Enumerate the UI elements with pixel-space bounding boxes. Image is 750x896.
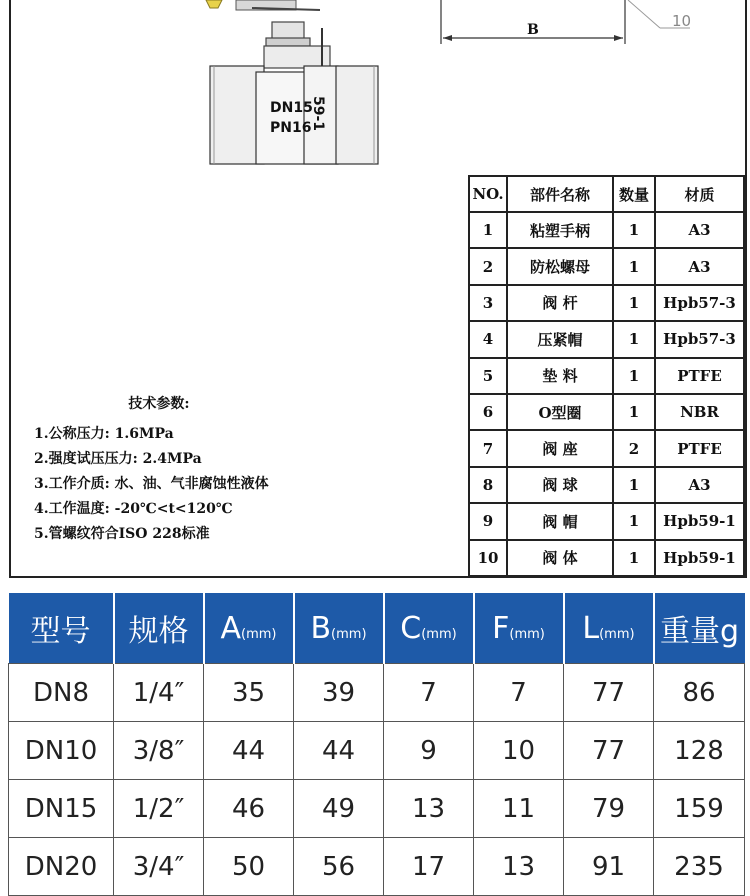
specs-cell-model: DN10 <box>9 722 114 780</box>
specs-header-c: C(mm) <box>384 593 474 664</box>
specs-row <box>9 722 745 780</box>
specs-header-a: A(mm) <box>204 593 294 664</box>
dimension-b-label: B <box>527 22 539 38</box>
specs-cell-weight: 128 <box>654 722 745 780</box>
specs-row <box>9 838 745 896</box>
parts-header-name: 部件名称 <box>507 176 613 212</box>
specs-header-f: F(mm) <box>474 593 564 664</box>
parts-row <box>469 394 744 430</box>
specs-cell-model: DN15 <box>9 780 114 838</box>
tech-param-line: 4.工作温度: -20℃<t<120℃ <box>34 501 233 517</box>
specs-cell-f: 11 <box>474 780 564 838</box>
specs-cell-b: 39 <box>294 664 384 722</box>
parts-row <box>469 321 744 357</box>
tech-params <box>34 392 269 547</box>
specs-cell-a: 50 <box>204 838 294 896</box>
valve-drawing-svg <box>0 0 750 175</box>
specs-header-row <box>9 593 745 664</box>
specs-cell-model: DN20 <box>9 838 114 896</box>
specs-cell-c: 9 <box>384 722 474 780</box>
parts-cell-no: 5 <box>469 358 507 394</box>
specs-cell-weight: 235 <box>654 838 745 896</box>
parts-cell-name: 粘塑手柄 <box>507 212 613 248</box>
specs-cell-f: 13 <box>474 838 564 896</box>
parts-table-header-row <box>469 176 744 212</box>
specs-header-l: L(mm) <box>564 593 654 664</box>
specs-cell-b: 49 <box>294 780 384 838</box>
specs-cell-a: 46 <box>204 780 294 838</box>
parts-cell-qty: 1 <box>613 321 655 357</box>
specs-cell-l: 77 <box>564 722 654 780</box>
valve-mark-size: DN15 <box>270 100 313 116</box>
parts-cell-material: NBR <box>655 394 744 430</box>
specs-header-model: 型号 <box>9 593 114 664</box>
specs-cell-f: 10 <box>474 722 564 780</box>
parts-cell-name: 防松螺母 <box>507 248 613 284</box>
valve-stem-nut <box>264 22 330 68</box>
parts-row <box>469 467 744 503</box>
parts-cell-qty: 1 <box>613 358 655 394</box>
parts-cell-qty: 1 <box>613 467 655 503</box>
parts-cell-name: 阀 体 <box>507 540 613 576</box>
valve-handle <box>206 0 320 10</box>
parts-cell-name: O型圈 <box>507 394 613 430</box>
specs-cell-a: 35 <box>204 664 294 722</box>
parts-cell-material: PTFE <box>655 358 744 394</box>
dimension-b <box>441 0 690 44</box>
specs-cell-c: 13 <box>384 780 474 838</box>
specs-cell-l: 79 <box>564 780 654 838</box>
specs-cell-weight: 159 <box>654 780 745 838</box>
parts-cell-material: PTFE <box>655 430 744 466</box>
parts-cell-material: Hpb59-1 <box>655 503 744 539</box>
parts-cell-material: A3 <box>655 212 744 248</box>
specs-cell-spec: 3/8″ <box>114 722 204 780</box>
specs-cell-b: 56 <box>294 838 384 896</box>
parts-header-qty: 数量 <box>613 176 655 212</box>
specs-cell-l: 77 <box>564 664 654 722</box>
parts-cell-name: 压紧帽 <box>507 321 613 357</box>
parts-cell-name: 阀 帽 <box>507 503 613 539</box>
callout-number: 10 <box>672 12 692 30</box>
valve-mark-material: 59-1 <box>310 96 326 132</box>
tech-params-title: 技术参数: <box>128 396 190 412</box>
parts-cell-qty: 1 <box>613 503 655 539</box>
parts-cell-qty: 1 <box>613 212 655 248</box>
specs-row <box>9 664 745 722</box>
valve-mark-pressure: PN16 <box>270 120 312 136</box>
parts-row <box>469 285 744 321</box>
parts-cell-name: 阀 球 <box>507 467 613 503</box>
specs-cell-weight: 86 <box>654 664 745 722</box>
tech-param-line: 1.公称压力: 1.6MPa <box>34 426 174 442</box>
parts-cell-qty: 1 <box>613 540 655 576</box>
specs-cell-c: 7 <box>384 664 474 722</box>
specs-table <box>8 593 745 896</box>
parts-cell-qty: 1 <box>613 248 655 284</box>
specs-cell-f: 7 <box>474 664 564 722</box>
parts-cell-material: Hpb57-3 <box>655 285 744 321</box>
specs-cell-spec: 1/4″ <box>114 664 204 722</box>
specs-header-b: B(mm) <box>294 593 384 664</box>
specs-cell-a: 44 <box>204 722 294 780</box>
parts-cell-material: A3 <box>655 248 744 284</box>
parts-cell-name: 阀 座 <box>507 430 613 466</box>
specs-cell-spec: 3/4″ <box>114 838 204 896</box>
specs-cell-c: 17 <box>384 838 474 896</box>
parts-cell-qty: 1 <box>613 394 655 430</box>
parts-cell-qty: 1 <box>613 285 655 321</box>
parts-cell-name: 阀 杆 <box>507 285 613 321</box>
specs-cell-l: 91 <box>564 838 654 896</box>
parts-row <box>469 248 744 284</box>
parts-table <box>468 175 745 577</box>
parts-header-material: 材质 <box>655 176 744 212</box>
tech-param-line: 5.管螺纹符合ISO 228标准 <box>34 526 210 542</box>
parts-row <box>469 540 744 576</box>
parts-row <box>469 358 744 394</box>
specs-header-weight: 重量g <box>654 593 745 664</box>
parts-cell-material: Hpb59-1 <box>655 540 744 576</box>
specs-cell-spec: 1/2″ <box>114 780 204 838</box>
tech-param-line: 3.工作介质: 水、油、气非腐蚀性液体 <box>34 476 269 492</box>
parts-cell-no: 8 <box>469 467 507 503</box>
parts-cell-name: 垫 料 <box>507 358 613 394</box>
parts-row <box>469 212 744 248</box>
parts-header-no: NO. <box>469 176 507 212</box>
parts-cell-no: 10 <box>469 540 507 576</box>
parts-cell-no: 6 <box>469 394 507 430</box>
tech-param-line: 2.强度试压压力: 2.4MPa <box>34 451 202 467</box>
parts-cell-no: 3 <box>469 285 507 321</box>
specs-row <box>9 780 745 838</box>
parts-cell-no: 9 <box>469 503 507 539</box>
specs-cell-model: DN8 <box>9 664 114 722</box>
parts-cell-no: 4 <box>469 321 507 357</box>
parts-cell-no: 2 <box>469 248 507 284</box>
parts-row <box>469 430 744 466</box>
parts-cell-material: Hpb57-3 <box>655 321 744 357</box>
parts-cell-no: 7 <box>469 430 507 466</box>
parts-cell-no: 1 <box>469 212 507 248</box>
parts-cell-qty: 2 <box>613 430 655 466</box>
specs-header-spec: 规格 <box>114 593 204 664</box>
parts-cell-material: A3 <box>655 467 744 503</box>
specs-cell-b: 44 <box>294 722 384 780</box>
parts-row <box>469 503 744 539</box>
